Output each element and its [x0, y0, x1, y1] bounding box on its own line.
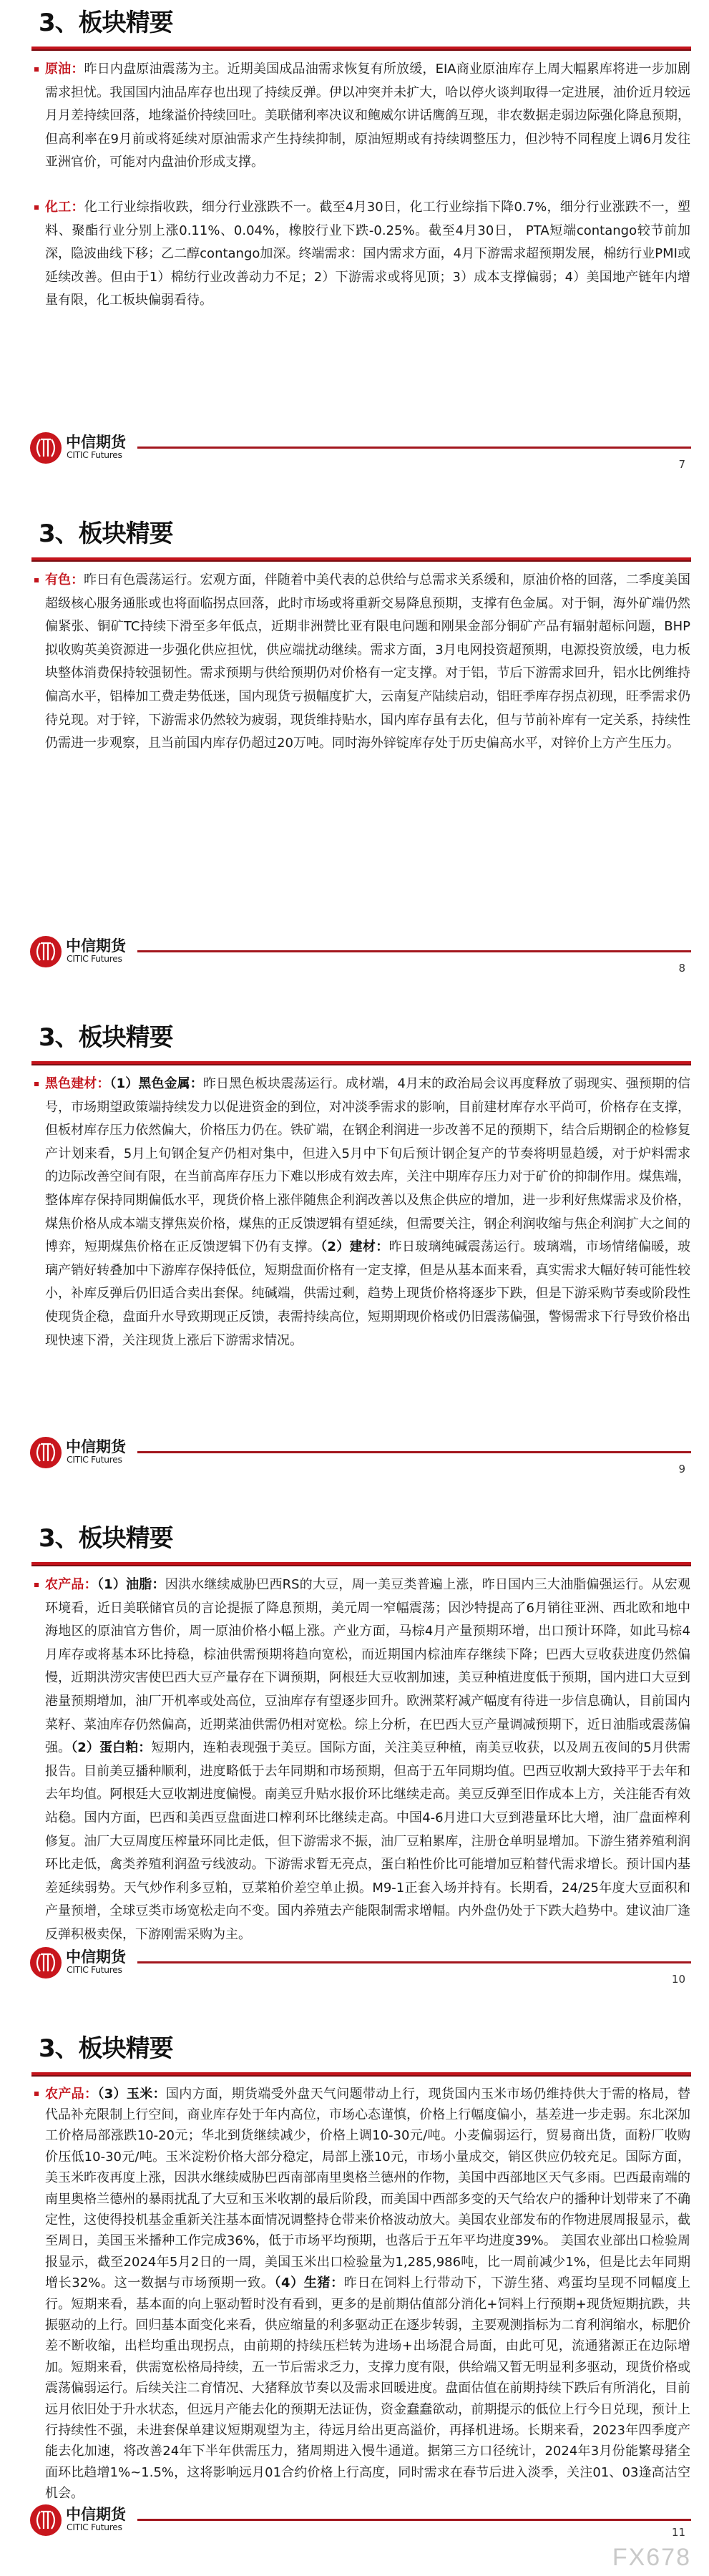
page-10 [0, 1516, 709, 2026]
page-title: 3、板块精要 [39, 1524, 173, 1553]
page-number: 8 [678, 962, 685, 975]
title-rule [31, 2072, 691, 2077]
brand-name-cn: 中信期货 [66, 937, 126, 955]
brand-name-en: CITIC Futures [67, 953, 122, 964]
citic-logo-icon [30, 936, 62, 967]
subsection-label: （1）黑色金属： [109, 1076, 203, 1091]
footer-rule [137, 1451, 691, 1453]
subsection-label: （4）生猪： [274, 2275, 344, 2291]
paragraph-text: 化工行业综指收跌，细分行业涨跌不一。截至4月30日，化工行业综指下降0.7%，细分行业涨跌不一，塑料、聚酯行业分别上涨0.11%、0.04%，橡胶行业下跌-0.25%。截至4月30日， PTA短端contango较节前加深，隐波曲线下移；乙二醇contango加深。终端需求：国内需求方面，4月下游需求超预期发展，棉纺行业PMI或延续改善。但由于1）棉纺行业改善动力不足；2）下游需求或将见顶；3）成本支撑偏弱；4）美国地产链年内增量有限，化工板块偏弱看待。 [45, 199, 690, 308]
watermark: FX678 [612, 2543, 691, 2571]
bullet-icon [34, 1082, 39, 1086]
bullet-icon [34, 2092, 39, 2096]
citic-logo-icon [30, 2504, 62, 2536]
paragraph-text: 昨日内盘原油震荡为主。近期美国成品油需求恢复有所放缓，EIA商业原油库存上周大幅累库将进一步加剧需求担忧。我国国内油品库存也出现了持续反弹。伊以冲突并未扩大，哈以停火谈判取得一定进展，油价近月较远月月差持续回落，地缘溢价持续回吐。美联储利率决议和鲍威尔讲话鹰鸽互现，非农数据走弱边际强化降息预期，但高利率在9月前或将延续对原油需求产生持续抑制，原油短期或有持续调整压力，但沙特不同程度上调6月发往亚洲官价，可能对内盘油价形成支撑。 [45, 62, 690, 170]
paragraph-text: 昨日黑色板块震荡运行。成材端，4月末的政治局会议再度释放了弱现实、强预期的信号，市场期望政策端持续发力以促进资金的到位，对冲淡季需求的影响，目前建材库存水平尚可，价格存在支撑，但板材库存压力依然偏大，价格压力仍在。铁矿端，在钢企利润进一步改善不足的预期下，结合后期钢企的检修复产计划来看，5月上旬钢企复产仍相对集中，但进入5月中下旬后预计钢企复产的节奏将明显趋缓，对于炉料需求的边际改善空间有限，在当前高库存压力下难以形成有效去库，关注中期库存压力对于矿价的抑制作用。煤焦端，整体库存保持同期偏低水平，现货价格上涨伴随焦企利润改善以及焦企供应的增加，进一步利好焦煤需求及价格，煤焦价格从成本端支撑焦炭价格，煤焦的正反馈逻辑有望延续，但需要关注，钢企利润收缩与焦企利润扩大之间的博弈，短期煤焦价格在正反馈逻辑下仍有支撑。 [45, 1076, 691, 1255]
bullet-icon [34, 205, 39, 210]
bullet-icon [34, 67, 39, 72]
brand-name-en: CITIC Futures [67, 449, 122, 460]
paragraph-text: 昨日玻璃纯碱震荡运行。玻璃端，市场情绪偏暖，玻璃产销好转叠加中下游库存保持低位，短期盘面价格有一定支撑，但是从基本面来看，真实需求大幅好转可能性较小，补库反弹后仍旧适合卖出套保。纯碱端，供需过剩，趋势上现货价格将逐步下跌，但是下游采购节奏或阶段性使现货企稳，盘面升水导致期现正反馈，表需持续高位，短期期现价格或仍旧震荡偏强，警惕需求下行导致价格出现快速下滑，关注现货上涨后下游需求情况。 [45, 1239, 691, 1348]
page-8 [0, 511, 709, 1015]
page-title: 3、板块精要 [39, 2034, 173, 2063]
subsection-label: （3）玉米： [97, 2086, 166, 2102]
brand-name-cn: 中信期货 [66, 1947, 126, 1966]
paragraph-ferrous-building [45, 1073, 690, 1352]
section-label: 化工： [45, 199, 84, 215]
page-number: 11 [671, 2525, 685, 2539]
paragraph-agriculture-oils-meal [45, 1574, 690, 1947]
brand-name-cn: 中信期货 [66, 433, 126, 451]
paragraph-agriculture-corn-hogs [45, 2084, 690, 2504]
section-label: 有色： [45, 572, 84, 587]
page-number: 9 [678, 1463, 685, 1475]
page-footer [29, 2504, 691, 2571]
brand-name-cn: 中信期货 [66, 2504, 126, 2523]
section-label: 农产品： [45, 2086, 98, 2102]
page-number: 7 [678, 458, 685, 471]
paragraph-chemicals [45, 196, 690, 313]
citic-logo-icon [30, 1947, 62, 1979]
paragraph-text: 昨日在饲料上行带动下，下游生猪、鸡蛋均呈现不同幅度上行。短期来看，基本面的向上驱动暂时没有看到，更多的是前期估值部分消化+饲料上行预期+现货短期抗跌，共振驱动的上行。回归基本面变化来看，供应缩量的利多驱动正在逐步转弱，主要观测指标为二育利润缩水，标肥价差不断收缩，出栏均重出现拐点，由前期的持续压栏转为进场+出场混合局面，由此可见，流通猪源正在边际增加。短期来看，供需宽松格局持续，五一节后需求乏力，支撑力度有限，供给端又暂无明显利多驱动，现货价格或震荡偏弱运行。后续关注二育情况、大猪释放节奏以及需求回暖进度。盘面估值在前期持续下跌后有所消化，目前远月依旧处于升水状态，但远月产能去化的预期无法证伪，资金蠢蠢欲动，前期提示的低位上行今日兑现，预计上行持续性不强，未进套保单建议短期观望为主，待远月给出更高溢价，再择机进场。长期来看，2023年四季度产能去化加速，将改善24年下半年供需压力，猪周期进入慢牛通道。据第三方口径统计，2024年3月份能繁母猪全面环比趋增1%~1.5%，这将影响远月01合约价格上行高度，同时需求在春节后进入淡季，关注01、03逢高沽空机会。 [45, 2275, 690, 2502]
footer-rule [137, 950, 691, 952]
section-label: 农产品： [45, 1577, 97, 1592]
bullet-icon [34, 578, 39, 582]
page-footer [29, 936, 691, 975]
subsection-label: （2）建材： [321, 1239, 389, 1255]
paragraph-text: 短期内，连粕表现强于美豆。国际方面，关注美豆种植，南美豆收获，以及周五夜间的5月供需报告。目前美豆播种顺利，进度略低于去年同期和市场预期，但高于五年同期均值。巴西豆收割大致持平于去年和去年均值。阿根廷大豆收割进度偏慢。南美豆升贴水报价环比继续走高。美豆反弹至旧作成本上方，关注能否有效站稳。国内方面，巴西和美西豆盘面进口榨利环比继续走高。中国4-6月进口大豆到港量环比大增，油厂盘面榨利修复。油厂大豆周度压榨量环同比走低，但下游需求不振，油厂豆粕累库，注册仓单明显增加。下游生猪养殖利润环比走低，禽类养殖利润盈亏线波动。下游需求暂无亮点，蛋白粕性价比可能增加豆粕替代需求增长。预计国内基差延续弱势。天气炒作利多豆粕，豆菜粕价差空单止损。M9-1正套入场并持有。长期看，24/25年度大豆面积和产量预增，全球豆类市场宽松走向不变。国内养殖去产能限制需求增幅。内外盘仍处于下跌大趋势中。建议油厂逢反弹积极卖保，下游刚需采购为主。 [45, 1740, 690, 1942]
footer-rule [137, 1961, 691, 1963]
footer-rule [137, 2519, 691, 2521]
page-11 [0, 2026, 709, 2576]
subsection-label: （2）蛋白粕： [71, 1740, 152, 1756]
title-rule [31, 1562, 691, 1566]
bullet-icon [34, 1583, 39, 1587]
title-rule [31, 557, 691, 562]
page-title: 3、板块精要 [39, 519, 173, 548]
page-7 [0, 0, 709, 511]
brand-name-en: CITIC Futures [67, 1963, 122, 1975]
citic-logo-icon [30, 432, 62, 464]
page-footer [29, 1437, 691, 1473]
brand-name-en: CITIC Futures [67, 2521, 122, 2532]
brand-name-en: CITIC Futures [67, 1454, 122, 1465]
page-footer [29, 1947, 691, 1986]
brand-name-cn: 中信期货 [66, 1438, 126, 1455]
page-title: 3、板块精要 [39, 9, 173, 37]
title-rule [31, 1061, 691, 1065]
paragraph-text: 国内方面，期货端受外盘天气问题带动上行，现货国内玉米市场仍维持供大于需的格局，替代品补充限制上行空间，商业库存处于年内高位，市场心态谨慎，价格上行幅度偏小，基差进一步走弱。东北深加工价格局部涨跌10-20元；华北到货继续减少，价格上调10-30元/吨。小麦偏弱运行，贸易商出货，面粉厂收购价压低10-30元/吨。玉米淀粉价格大部分稳定，局部上涨10元，市场小量成交，销区供应仍较充足。国际方面，美玉米昨夜再度上涨，因洪水继续威胁巴西南部南里奥格兰德州的作物，美国中西部地区天气多雨。巴西最南端的南里奥格兰德州的暴雨扰乱了大豆和玉米收割的最后阶段，而美国中西部多变的天气给农户的播种计划带来了不确定性，这使得投机基金重新关注基本面情况调整持仓带来价格波动放大。美国农业部发布的作物进展周报显示，截至周日，美国玉米播种工作完成36%，低于市场平均预期，也落后于五年平均进度39%。 美国农业部出口检验周报显示，截至2024年5月2日的一周，美国玉米出口检验量为1,285,986吨，比一周前减少1%，但是比去年同期增长32%。这一数据与市场预期一致。 [45, 2086, 691, 2291]
paragraph-text: 昨日有色震荡运行。宏观方面，伴随着中美代表的总供给与总需求关系缓和，原油价格的回落，二季度美国超级核心服务通胀或也将面临拐点回落，此时市场或将重新交易降息预期，支撑有色金属。对于铜，海外矿端仍然偏紧张、铜矿TC持续下滑至多年低点，近期非洲赞比亚有限电问题和刚果金部分铜矿产品有辐射超标问题，BHP拟收购英美资源进一步强化供应担忧，供应端扰动继续。需求方面，3月电网投资超预期，电源投资放缓，电力板块整体消费保持较强韧性。需求预期与供给预期仍对价格有一定支撑。对于铝，节后下游需求回升，铝水比例维持偏高水平，铝棒加工费走势低迷，国内现货亏损幅度扩大，云南复产陆续启动，铝旺季库存拐点初现，旺季需求仍待兑现。对于锌，下游需求仍然较为疲弱，现货维持贴水，国内库存虽有去化，但与节前补库有一定关系，持续性仍需进一步观察，且当前国内库存仍超过20万吨。同时海外锌锭库存处于历史偏高水平，对锌价上方产生压力。 [45, 572, 690, 751]
section-label: 黑色建材： [45, 1076, 110, 1091]
subsection-label: （1）油脂： [97, 1577, 165, 1592]
page-number: 10 [671, 1972, 685, 1986]
paragraph-nonferrous [45, 569, 690, 756]
page-9 [0, 1015, 709, 1516]
section-label: 原油： [45, 62, 84, 77]
page-footer [29, 432, 691, 471]
paragraph-text: 因洪水继续威胁巴西RS的大豆，周一美豆类普遍上涨，昨日国内三大油脂偏强运行。从宏观环境看，近日美联储官员的言论提振了降息预期，美元周一窄幅震荡；因沙特提高了6月销往亚洲、西北欧和地中海地区的原油官方售价，周一原油价格小幅上涨。产业方面，马棕4月产量预期环增，出口预计环降，如此马棕4月库存或将基本环比持稳，棕油供需预期将趋向宽松，而近期国内棕油库存继续下降；巴西大豆收获进度仍然偏慢，近期洪涝灾害使巴西大豆产量存在下调预期，阿根廷大豆收割加速，美豆种植进度低于预期，国内进口大豆到港量预期增加，油厂开机率或处高位，豆油库存有望逐步回升。欧洲菜籽减产幅度有待进一步信息确认，目前国内菜籽、菜油库存仍然偏高，近期菜油供需仍相对宽松。综上分析，在巴西大豆产量调减预期下，近日油脂或震荡偏强。 [45, 1577, 690, 1756]
footer-rule [137, 447, 691, 449]
page-title: 3、板块精要 [39, 1023, 173, 1052]
paragraph-crude-oil [45, 58, 690, 175]
title-rule [31, 47, 691, 51]
citic-logo-icon [30, 1437, 62, 1468]
